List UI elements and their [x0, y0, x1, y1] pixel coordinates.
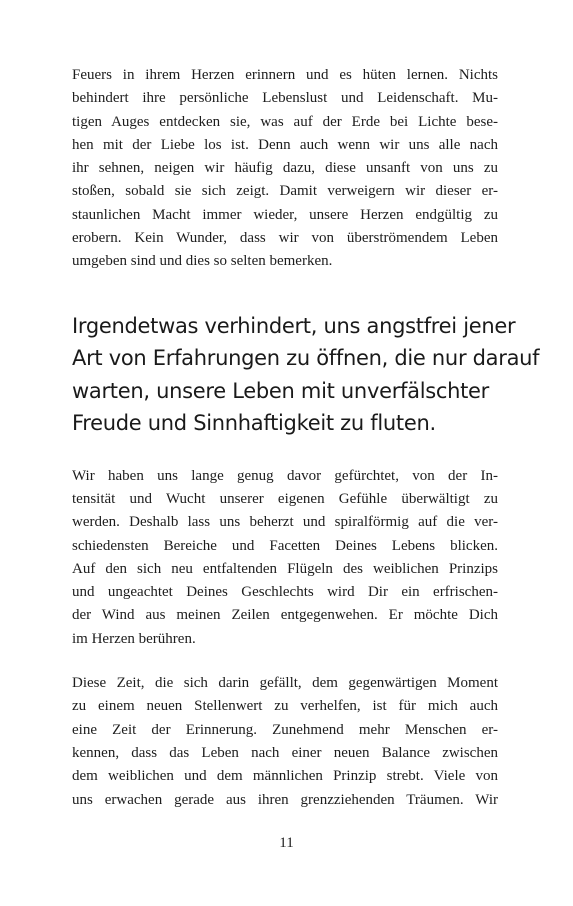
- paragraph-3: [72, 672, 498, 812]
- text-line: stoßen, sobald sie sich zeigt. Damit verweigern wir dieser er-: [72, 183, 498, 200]
- pull-quote-line: warten, unsere Leben mit unverfälschter: [72, 378, 490, 403]
- text-line: Feuers in ihrem Herzen erinnern und es hüten lernen. Nichts: [72, 67, 498, 83]
- text-line: der Wind aus meinen Zeilen entgegenwehen. Er möchte Dich: [72, 607, 498, 624]
- text-line: eine Zeit der Erinnerung. Zunehmend mehr Menschen er-: [72, 721, 498, 738]
- text-line: zu einem neuen Stellenwert zu verhelfen, ist für mich auch: [72, 698, 498, 715]
- text-line: im Herzen berühren.: [72, 630, 196, 647]
- pull-quote-line: Irgendetwas verhindert, uns angstfrei jener: [72, 313, 516, 338]
- page-content: [72, 64, 540, 812]
- text-line: tensität und Wucht unserer eigenen Gefühle überwältigt zu: [72, 490, 498, 507]
- text-line: kennen, dass das Leben nach einer neuen Balance zwischen: [72, 744, 498, 761]
- text-line: schiedensten Bereiche und Facetten Deines Lebens blicken.: [72, 537, 498, 554]
- pull-quote-line: Freude und Sinnhaftigkeit zu fluten.: [72, 411, 436, 436]
- text-line: Diese Zeit, die sich darin gefällt, dem gegenwärtigen Moment: [72, 675, 498, 692]
- text-line: behindert ihre persönliche Lebenslust und Leidenschaft. Mu-: [72, 90, 498, 107]
- pull-quote-line: Art von Erfahrungen zu öffnen, die nur darauf: [72, 346, 540, 371]
- text-line: Wir haben uns lange genug davor gefürchtet, von der In-: [72, 467, 498, 484]
- text-line: uns erwachen gerade aus ihren grenzziehenden Träumen. Wir: [72, 791, 498, 808]
- text-line: umgeben sind und dies so selten bemerken.: [72, 253, 333, 270]
- text-line: tigen Auges entdecken sie, was auf der Erde bei Lichte bese-: [72, 113, 498, 130]
- text-line: hen mit der Liebe los ist. Denn auch wenn wir uns alle nach: [72, 136, 498, 153]
- paragraph-2: [72, 465, 498, 651]
- paragraph-1: [72, 64, 498, 274]
- text-line: staunlichen Macht immer wieder, unsere Herzen endgültig zu: [72, 206, 498, 223]
- paragraph-gap: [72, 651, 498, 672]
- text-line: Auf den sich neu entfaltenden Flügeln des weiblichen Prinzips: [72, 560, 498, 577]
- text-line: werden. Deshalb lass uns beherzt und spiralförmig auf die ver-: [72, 514, 498, 531]
- text-line: ihr sehnen, neigen wir häufig dazu, diese unsanft von uns zu: [72, 160, 498, 177]
- text-line: und ungeachtet Deines Geschlechts wird Dir ein erfrischen-: [72, 584, 498, 601]
- page-number: 11: [279, 835, 294, 851]
- text-line: dem weiblichen und dem männlichen Prinzip strebt. Viele von: [72, 768, 498, 785]
- text-line: erobern. Kein Wunder, dass wir von überströmendem Leben: [72, 230, 498, 247]
- pull-quote: [72, 310, 540, 440]
